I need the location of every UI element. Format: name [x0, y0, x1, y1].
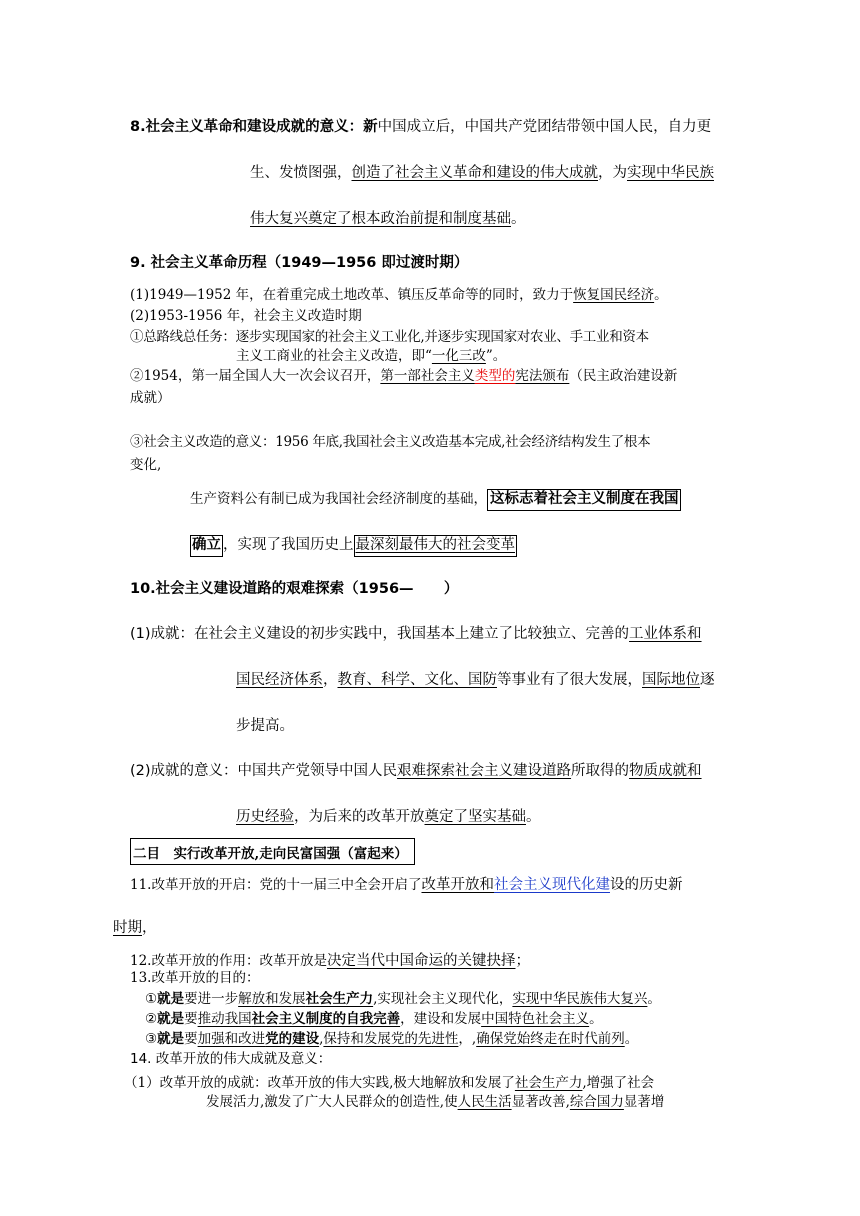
s9-item-3-line-2: 主义工商业的社会主义改造，即“一化三改”。 — [236, 348, 507, 364]
s13-goal-2: ②就是要推动我国社会主义制度的自我完善，建设和发展中国特色社会主义。 — [145, 1011, 603, 1027]
section-heading: 二目 实行改革开放,走向民富国强（富起来） — [133, 846, 408, 862]
s9-item-5-line-4: 确立 ，实现了我国历史上 最深刻最伟大的社会变革 — [190, 535, 517, 557]
s9-item-5-line-3: 生产资料公有制已成为我国社会经济制度的基础， 这标志着社会主义制度在我国 — [190, 489, 681, 511]
s9-title: 9. 社会主义革命历程（1949—1956 即过渡时期） — [130, 255, 469, 271]
s13-goal-3: ③就是要加强和改进党的建设,保持和发展党的先进性，,确保党始终走在时代前列。 — [145, 1031, 639, 1047]
section-heading-box — [130, 838, 415, 865]
s14-line-2: 发展活力,激发了广大人民群众的创造性,使人民生活显著改善,综合国力显著增 — [206, 1094, 665, 1110]
s9-item-5-line-1: ③社会主义改造的意义：1956 年底,我国社会主义改造基本完成,社会经济结构发生了根本 — [130, 434, 651, 450]
s9-item-3-line-1: ①总路线总任务：逐步实现国家的社会主义工业化,并逐步实现国家对农业、手工业和资本 — [130, 329, 649, 345]
s9-item-4-line-2: 成就） — [130, 390, 171, 406]
s11-line-1: 11.改革开放的开启：党的十一届三中全会开启了改革开放和社会主义现代化建设的历史新 — [130, 877, 683, 893]
s12-line: 12.改革开放的作用：改革开放是决定当代中国命运的关键抉择； — [130, 953, 530, 969]
s8-line-1: 8.社会主义革命和建设成就的意义：新中国成立后，中国共产党团结带领中国人民，自力更 — [130, 119, 712, 135]
s10-achievement-line-1: (1)成就：在社会主义建设的初步实践中，我国基本上建立了比较独立、完善的工业体系和 — [130, 626, 702, 642]
s9-item-2: (2)1953-1956 年，社会主义改造时期 — [130, 308, 362, 324]
s9-item-1: (1)1949—1952 年，在着重完成土地改革、镇压反革命等的同时，致力于恢复国民经济。 — [130, 287, 668, 303]
established-box: 确立 — [190, 535, 223, 557]
s8-line-2: 生、发愤图强，创造了社会主义革命和建设的伟大成就，为实现中华民族 — [250, 165, 714, 181]
s13-goal-1: ①就是要进一步解放和发展社会生产力,实现社会主义现代化，实现中华民族伟大复兴。 — [145, 991, 661, 1007]
s10-title: 10.社会主义建设道路的艰难探索（1956— ） — [130, 581, 459, 597]
s9-item-4-line-1: ②1954，第一届全国人大一次会议召开，第一部社会主义类型的宪法颁布（民主政治建设新 — [130, 368, 678, 384]
s10-meaning-line-1: (2)成就的意义：中国共产党领导中国人民艰难探索社会主义建设道路所取得的物质成就和 — [130, 763, 702, 779]
s8-title: 8.社会主义革命和建设成就的意义： — [130, 119, 364, 135]
s11-line-2: 时期， — [113, 920, 157, 936]
s9-item-5-line-2: 变化, — [130, 457, 162, 473]
s13-title: 13.改革开放的目的： — [130, 970, 260, 986]
s14-title: 14. 改革开放的伟大成就及意义： — [130, 1051, 332, 1067]
s8-line-3: 伟大复兴奠定了根本政治前提和制度基础。 — [250, 211, 526, 227]
s10-meaning-line-2: 历史经验，为后来的改革开放奠定了坚实基础。 — [236, 809, 541, 825]
s14-line-1: （1）改革开放的成就：改革开放的伟大实践,极大地解放和发展了社会生产力,增强了社会 — [124, 1075, 655, 1091]
s10-achievement-line-2: 国民经济体系，教育、科学、文化、国防等事业有了很大发展，国际地位逐 — [236, 672, 715, 688]
socialism-established-box: 这标志着社会主义制度在我国 — [487, 489, 681, 511]
social-transformation-box: 最深刻最伟大的社会变革 — [354, 535, 518, 557]
s10-achievement-line-3: 步提高。 — [236, 718, 294, 734]
